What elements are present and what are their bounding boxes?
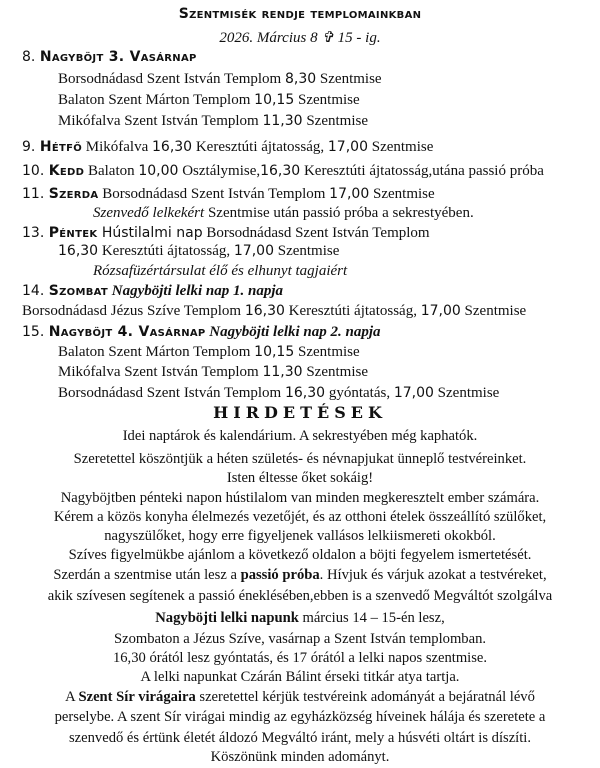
announcement-text: Szombaton a Jézus Szíve, vasárnap a Szent István templomban. [113,631,487,647]
time-value: 15. [22,324,49,340]
schedule-text: Keresztúti ájtatosság, [98,243,234,259]
schedule-line [58,363,368,382]
announcement-text: 16,30 órától lesz gyóntatás, és 17 órától a lelki napos szentmise. [112,650,488,666]
schedule-text: Szentmise [294,92,360,108]
schedule-text: Mikófalva Szent István Templom [58,364,263,380]
emphasis-text: passió próba [240,567,320,583]
schedule-text: Szentmise [273,243,340,259]
announcement-line [0,508,600,527]
schedule-line [22,282,283,301]
announcements-heading: HIRDETÉSEK [213,403,387,422]
schedule-line [22,323,381,342]
date-range: 2026. Március 8 ✞ 15 - ig. [219,30,381,46]
announcement-line [0,649,600,668]
time-value: 17,00 [329,186,370,202]
day-name: Szombat [48,283,109,299]
time-value: 16,30 [58,243,99,259]
time-value: 10,00 [138,163,179,179]
time-value: 17,00 [393,385,434,401]
announcement-line [0,566,600,585]
schedule-line [22,48,197,67]
time-value: 10. [22,163,49,179]
announcement-text: A [65,689,79,705]
announcement-text: március 14 – 15-én lesz, [298,610,445,626]
schedule-text: Szentmise [369,186,435,202]
schedule-text: Borsodnádasd Szent István Templom [98,186,330,202]
announcement-text: szenvedő és értünk életét áldozó Megváltó iránt, mely a húsvéti oltárt is díszíti. [68,730,531,746]
emphasis-text: Nagyböjti lelki napunk [155,610,299,626]
announcement-text: szeretettel kérjük testvéreink adományát a bejáratnál lévő [195,689,535,705]
schedule-text: Balaton [84,163,139,179]
announcement-text: akik szívesen segítenek a passió éneklésében,ebben is a szenvedő Megváltót szolgálva [47,588,553,604]
announcement-line [0,587,600,606]
time-value: 13. [22,225,49,241]
announcement-line [0,546,600,565]
day-name: Kedd [48,163,85,179]
schedule-text: Borsodnádasd Jézus Szíve Templom [22,303,245,319]
schedule-text: Nagyböjti lelki nap 1. napja [108,283,284,299]
schedule-text: Szentmise [302,364,368,380]
time-value: 11,30 [262,364,303,380]
announcement-line [0,630,600,649]
schedule-text: Szentmise [302,113,368,129]
schedule-line [22,162,544,181]
announcement-line [0,708,600,727]
announcement-line [0,748,600,767]
schedule-text: gyóntatás, [325,385,394,401]
schedule-text: Szentmise [367,139,434,155]
schedule-text: Hústilalmi nap [97,225,203,241]
time-value: 17,00 [233,243,274,259]
announcement-line [0,688,600,707]
announcement-line [0,527,600,546]
announcement-text: Szeretettel köszöntjük a héten születés- és névnapjukat ünneplő testvéreinket. [73,451,527,467]
announcement-line [0,489,600,508]
announcement-line [0,469,600,488]
schedule-line [22,185,435,204]
time-value: 17,00 [420,303,461,319]
announcement-text: Szerdán a szentmise után lesz a [53,567,241,583]
schedule-text: Szentmise [294,344,360,360]
announcement-text: Szíves figyelmükbe ajánlom a következő oldalon a böjti fegyelem ismertetését. [68,547,532,563]
schedule-text: Rózsafüzértársulat élő és elhunyt tagjaiért [93,263,348,279]
time-value: 14. [22,283,49,299]
time-value: 11. [22,186,49,202]
schedule-text: Szentmise [460,303,527,319]
announcement-line [0,450,600,469]
schedule-line [93,204,474,223]
time-value: 8,30 [284,71,317,87]
announcement-line [0,427,600,446]
announcement-text: Köszönünk minden adományt. [210,749,390,765]
day-name: Péntek [48,225,98,241]
schedule-text: Borsodnádasd Szent István Templom [58,385,285,401]
announcement-line [0,668,600,687]
day-name: Szerda [48,186,99,202]
schedule-text: Szentmise [316,71,382,87]
time-value: 9. [22,139,40,155]
schedule-line [22,138,433,157]
time-value: 11,30 [262,113,303,129]
day-name: Nagyböjt 4. Vasárnap [48,324,206,340]
schedule-text: Szentmise után passió próba a sekrestyében. [204,205,474,221]
announcement-text: Idei naptárok és kalendárium. A sekrestyében még kaphatók. [122,428,478,444]
schedule-text: Borsodnádasd Szent István Templom [58,71,285,87]
announcement-text: A lelki napunkat Czárán Bálint érseki titkár atya tartja. [140,669,460,685]
schedule-text: Szentmise [433,385,500,401]
time-value: 17,00 [327,139,368,155]
announcement-text: perselybe. A szent Sír virágai mindig az egyházközség híveinek hálája és szeretete a [54,709,546,725]
announcement-line [0,729,600,748]
schedule-text: Osztálymise, [178,163,261,179]
time-value: 8. [22,49,40,65]
page-title: Szentmisék rendje templomainkban [178,6,422,22]
time-value: 16,30 [260,163,301,179]
schedule-text: Nagyböjti lelki nap 2. napja [205,324,381,340]
time-value: 16,30 [284,385,326,401]
time-value: 16,30 [152,139,193,155]
schedule-line [22,302,526,321]
schedule-text: Borsodnádasd Szent István Templom [202,225,430,241]
emphasis-text: Szent Sír virágaira [78,689,196,705]
schedule-line [58,343,360,362]
schedule-text: Balaton Szent Márton Templom [58,92,255,108]
schedule-text: Balaton Szent Márton Templom [58,344,255,360]
schedule-text: Keresztúti ájtatosság, [192,139,328,155]
announcement-text: Nagyböjtben pénteki napon hústilalom van minden megkeresztelt ember számára. [60,490,540,506]
schedule-line [58,70,382,89]
time-value: 10,15 [254,344,295,360]
schedule-text: Mikófalva [82,139,152,155]
schedule-line [58,384,499,403]
time-value: 10,15 [254,92,295,108]
schedule-line [93,262,347,281]
day-name: Hétfő [39,139,83,155]
schedule-text: Mikófalva Szent István Templom [58,113,263,129]
schedule-line [58,91,360,110]
announcement-text: Isten éltesse őket sokáig! [226,470,374,486]
schedule-text: Keresztúti ájtatosság, [284,303,421,319]
announcement-line [0,609,600,628]
announcement-text: . Hívjuk és várjuk azokat a testvéreket, [319,567,547,583]
schedule-line [22,224,430,243]
day-name: Nagyböjt 3. Vasárnap [39,49,197,65]
announcement-text: Kérem a közös konyha élelmezés vezetőjét, és az otthoni ételek összeállító szülőket, [53,509,547,525]
time-value: 16,30 [244,303,285,319]
schedule-line [58,242,339,261]
schedule-line [58,112,368,131]
announcement-text: nagyszülőket, hogy erre figyeljenek vallásos lelkiismereti okokból. [104,528,496,544]
schedule-text: Keresztúti ájtatosság,utána passió próba [300,163,544,179]
schedule-text: Szenvedő lelkekért [93,205,205,221]
